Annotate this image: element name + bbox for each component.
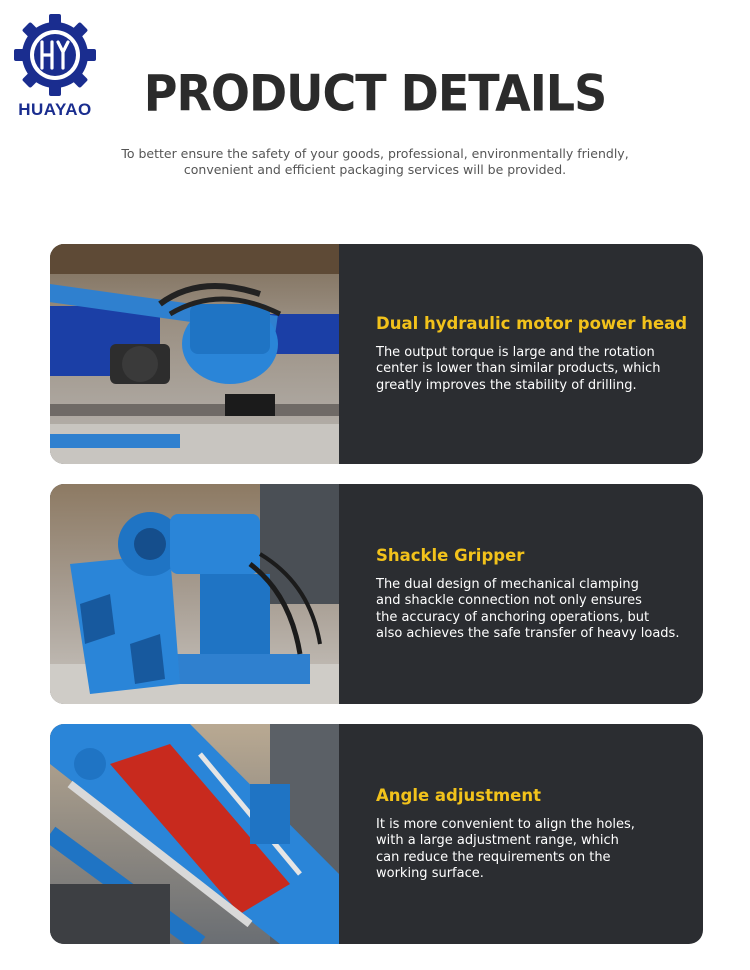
page-subtitle <box>0 146 750 178</box>
feature-title: Shackle Gripper <box>376 545 525 565</box>
feature-description-line: It is more convenient to align the holes, <box>376 816 635 832</box>
feature-title: Dual hydraulic motor power head <box>376 313 688 333</box>
feature-title: Angle adjustment <box>376 785 541 805</box>
feature-description <box>376 345 687 395</box>
feature-description-line: can reduce the requirements on the <box>376 849 611 865</box>
feature-card-power-head <box>50 244 703 464</box>
feature-description <box>376 817 681 883</box>
subtitle-line: convenient and efficient packaging services will be provided. <box>183 162 567 177</box>
feature-description-line: and shackle connection not only ensures <box>376 593 642 608</box>
brand-name: HUAYAO <box>18 100 92 119</box>
hydraulic-power-head-photo <box>50 244 339 464</box>
feature-card-shackle-gripper <box>50 484 703 704</box>
feature-description-line: the accuracy of anchoring operations, but <box>376 609 650 625</box>
feature-card-angle-adjustment <box>50 724 703 944</box>
feature-description-line: also achieves the safe transfer of heavy loads. <box>376 626 680 641</box>
feature-description-line: working surface. <box>376 866 484 881</box>
feature-description-line: The output torque is large and the rotation <box>376 344 655 360</box>
feature-description-line: center is lower than similar products, which <box>376 361 661 377</box>
angle-adjustment-photo <box>50 724 339 944</box>
feature-card-body <box>339 724 703 944</box>
feature-description-line: The dual design of mechanical clamping <box>376 576 639 592</box>
feature-description-line: greatly improves the stability of drilling. <box>376 377 637 393</box>
feature-description <box>376 577 681 643</box>
subtitle-line: To better ensure the safety of your goods, professional, environmentally friendly, <box>121 146 629 161</box>
feature-card-body <box>339 484 703 704</box>
shackle-gripper-photo <box>50 484 339 704</box>
page-title: PRODUCT DETAILS <box>143 63 607 123</box>
feature-description-line: with a large adjustment range, which <box>376 833 619 848</box>
feature-card-body <box>339 244 703 464</box>
